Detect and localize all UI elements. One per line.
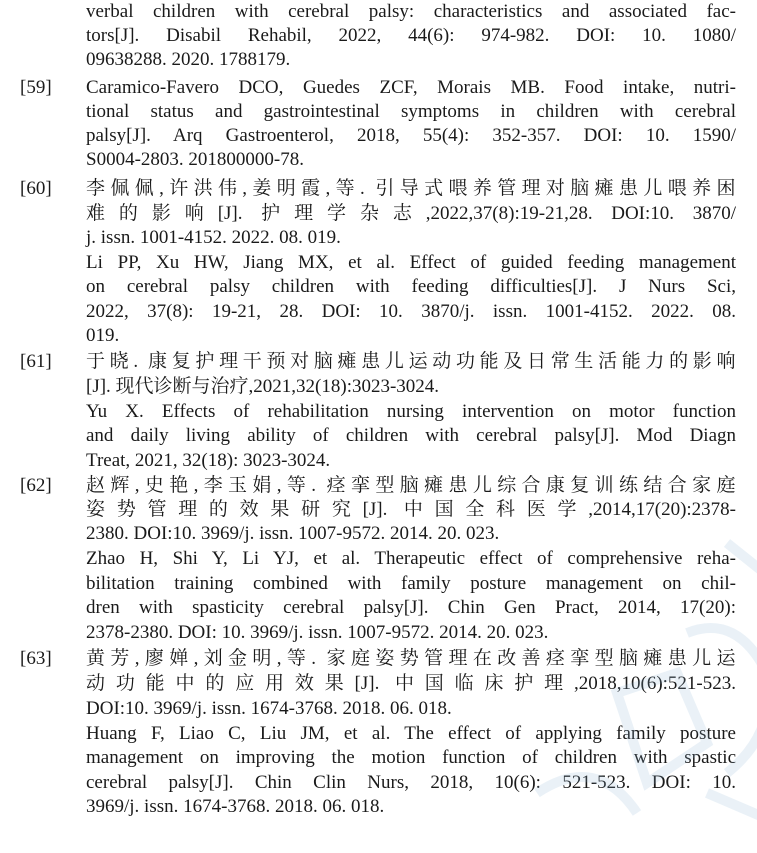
reference-line: 难的影响[J]. 护理学杂志,2022,37(8):19-21,28. DOI:10. 3870/ <box>86 203 736 224</box>
reference-line: 2380. DOI:10. 3969/j. issn. 1007-9572. 2014. 20. 023. <box>86 523 500 544</box>
reference-line: cerebral palsy[J]. Chin Clin Nurs, 2018, 10(6): 521-523. DOI: 10. <box>86 772 736 793</box>
reference-line: Treat, 2021, 32(18): 3023-3024. <box>86 450 331 471</box>
reference-line: tional status and gastrointestinal symptoms in children with cerebral <box>86 101 736 122</box>
reference-line: Yu X. Effects of rehabilitation nursing intervention on motor function <box>86 401 736 422</box>
reference-line: DOI:10. 3969/j. issn. 1674-3768. 2018. 06. 018. <box>86 698 452 719</box>
reference-line: 赵辉,史艳,李玉娟,等. 痉挛型脑瘫患儿综合康复训练结合家庭 <box>86 475 736 496</box>
reference-number: [62] <box>20 475 52 496</box>
reference-line: verbal children with cerebral palsy: characteristics and associated fac- <box>86 1 736 22</box>
reference-line: 姿势管理的效果研究[J]. 中国全科医学,2014,17(20):2378- <box>86 499 736 520</box>
reference-line: S0004-2803. 201800000-78. <box>86 149 304 170</box>
reference-line: 2378-2380. DOI: 10. 3969/j. issn. 1007-9572. 2014. 20. 023. <box>86 622 549 643</box>
reference-line: 于晓. 康复护理干预对脑瘫患儿运动功能及日常生活能力的影响 <box>86 351 736 372</box>
reference-line: Huang F, Liao C, Liu JM, et al. The effect of applying family posture <box>86 723 736 744</box>
reference-line: Caramico-Favero DCO, Guedes ZCF, Morais MB. Food intake, nutri- <box>86 77 736 98</box>
reference-line: Zhao H, Shi Y, Li YJ, et al. Therapeutic effect of comprehensive reha- <box>86 548 736 569</box>
reference-number: [60] <box>20 178 52 199</box>
reference-number: [61] <box>20 351 52 372</box>
reference-line: 3969/j. issn. 1674-3768. 2018. 06. 018. <box>86 796 385 817</box>
reference-line: [J]. 现代诊断与治疗,2021,32(18):3023-3024. <box>86 376 440 397</box>
reference-line: palsy[J]. Arq Gastroenterol, 2018, 55(4): 352-357. DOI: 10. 1590/ <box>86 125 736 146</box>
reference-line: tors[J]. Disabil Rehabil, 2022, 44(6): 974-982. DOI: 10. 1080/ <box>86 25 736 46</box>
reference-line: management on improving the motion function of children with spastic <box>86 747 736 768</box>
reference-line: 09638288. 2020. 1788179. <box>86 49 291 70</box>
reference-number: [59] <box>20 77 52 98</box>
reference-line: on cerebral palsy children with feeding difficulties[J]. J Nurs Sci, <box>86 276 736 297</box>
reference-line: 019. <box>86 325 120 346</box>
reference-line: 黄芳,廖婵,刘金明,等. 家庭姿势管理在改善痉挛型脑瘫患儿运 <box>86 648 736 669</box>
reference-line: dren with spasticity cerebral palsy[J]. Chin Gen Pract, 2014, 17(20): <box>86 597 736 618</box>
reference-line: and daily living ability of children with cerebral palsy[J]. Mod Diagn <box>86 425 736 446</box>
reference-line: j. issn. 1001-4152. 2022. 08. 019. <box>86 227 341 248</box>
reference-line: 动功能中的应用效果[J]. 中国临床护理,2018,10(6):521-523. <box>86 673 736 694</box>
reference-line: bilitation training combined with family posture management on chil- <box>86 573 736 594</box>
reference-number: [63] <box>20 648 52 669</box>
reference-line: Li PP, Xu HW, Jiang MX, et al. Effect of guided feeding management <box>86 252 736 273</box>
reference-line: 李佩佩,许洪伟,姜明霞,等. 引导式喂养管理对脑瘫患儿喂养困 <box>86 178 736 199</box>
reference-line: 2022, 37(8): 19-21, 28. DOI: 10. 3870/j. issn. 1001-4152. 2022. 08. <box>86 301 736 322</box>
